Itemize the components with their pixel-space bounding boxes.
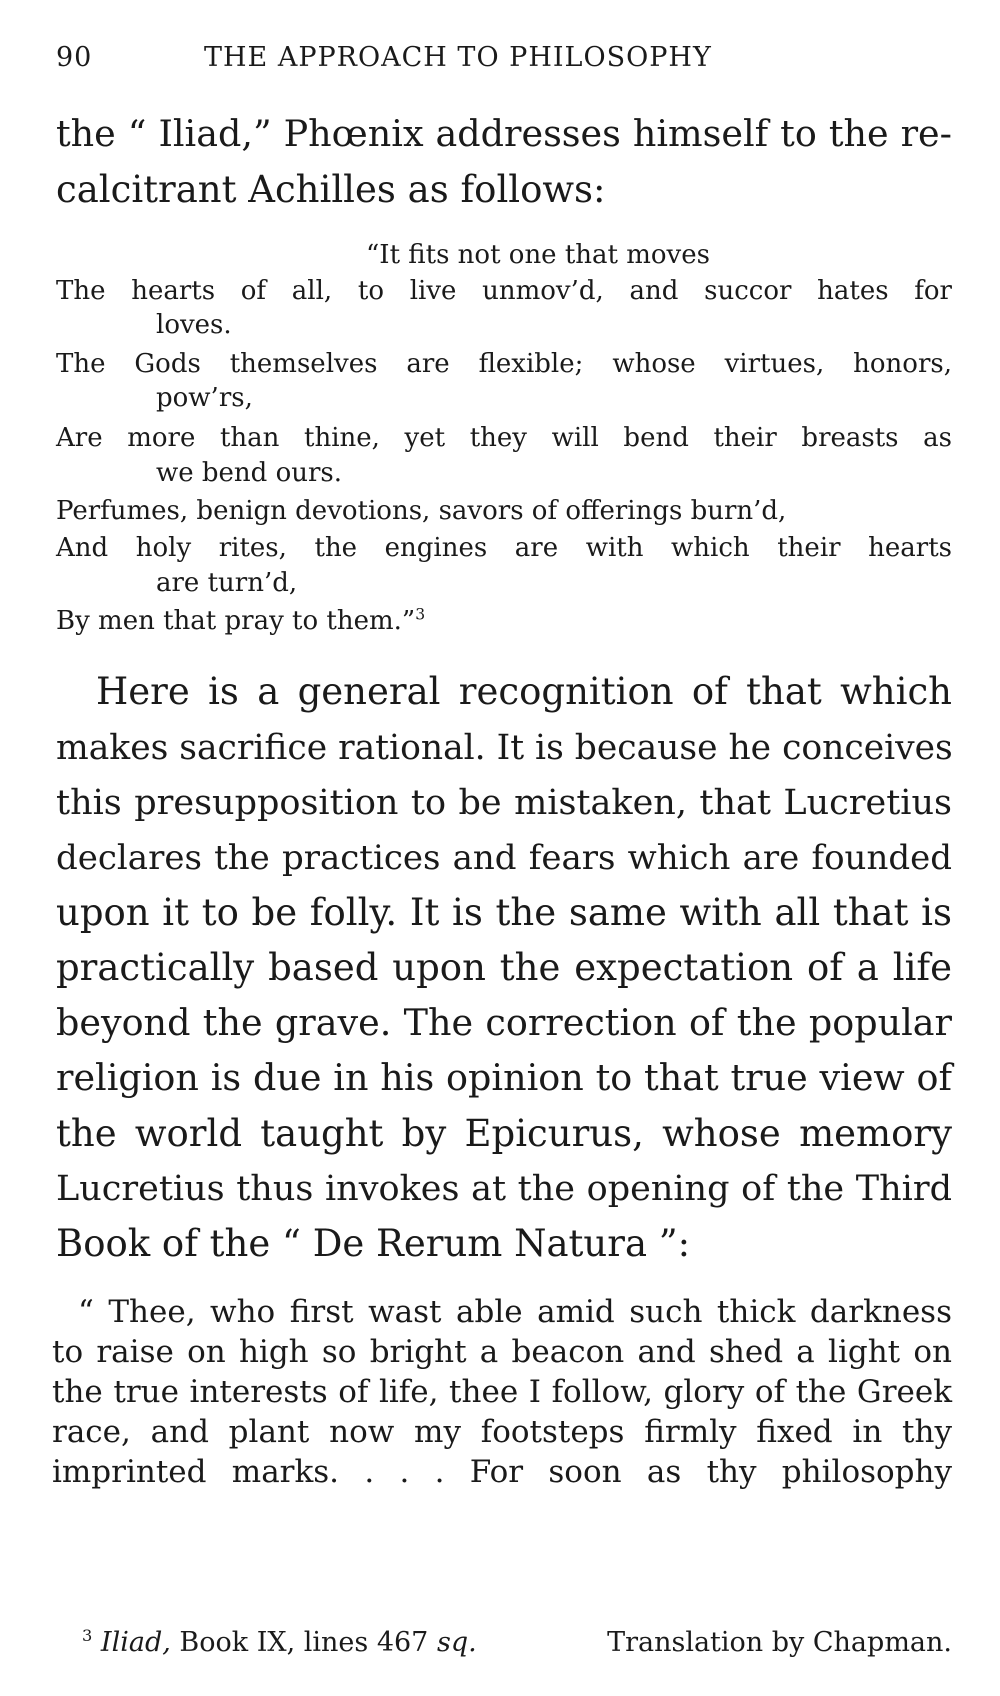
running-title: THE APPROACH TO PHILOSOPHY [204, 42, 712, 73]
verse-line: loves. [156, 310, 232, 340]
verse-line: The Gods themselves are flexible; whose virtues, honors, [56, 349, 952, 379]
paragraph-line: Book of the “ De Rerum Natura ”: [56, 1222, 691, 1265]
paragraph-line: declares the practices and fears which are founded [56, 838, 952, 878]
footnote-translation: Translation by Chapman. [607, 1627, 952, 1658]
quote-line: race, and plant now my footsteps firmly fixed in thy [52, 1414, 952, 1450]
quote-line: the true interests of life, thee I follow, glory of the Greek [52, 1374, 952, 1410]
page-number: 90 [56, 42, 93, 73]
intro-line-2: calcitrant Achilles as follows: [56, 168, 606, 211]
footnote-book: Book IX, lines 467 [179, 1627, 429, 1658]
paragraph-line: upon it to be folly. It is the same with all that is [56, 891, 952, 934]
footnote [82, 1626, 952, 1660]
paragraph-line: Here is a general recognition of that which [96, 670, 952, 713]
quote-line: to raise on high so bright a beacon and shed a light on [52, 1334, 952, 1370]
verse-line: we bend ours. [156, 458, 343, 488]
verse-line-last: By men that pray to them.”$^3$ [56, 605, 426, 636]
paragraph-line: practically based upon the expectation of a life [56, 946, 952, 989]
paragraph-line: makes sacrifice rational. It is because he conceives [56, 728, 953, 768]
intro-line-1: the “ Iliad,” Phœnix addresses himself to the re- [56, 112, 952, 155]
running-head [56, 42, 952, 82]
verse-line: And holy rites, the engines are with which their hearts [56, 533, 952, 563]
footnote-marker: 3 [82, 1626, 93, 1645]
footnote-title: Iliad, [100, 1627, 171, 1658]
verse-line: Are more than thine, yet they will bend their breasts as [56, 423, 952, 453]
verse-opening: “It fits not one that moves [366, 240, 710, 270]
quote-line: imprinted marks. . . . For soon as thy philosophy [52, 1454, 952, 1490]
paragraph-line: religion is due in his opinion to that true view of [56, 1056, 952, 1099]
footnote-citation [82, 1626, 477, 1660]
paragraph-line: Lucretius thus invokes at the opening of the Third [56, 1169, 952, 1209]
paragraph-line: beyond the grave. The correction of the popular [56, 1001, 952, 1044]
verse-line: Perfumes, benign devotions, savors of offerings burn’d, [56, 496, 787, 526]
paragraph-line: this presupposition to be mistaken, that Lucretius [56, 783, 952, 823]
verse-line: pow’rs, [156, 383, 253, 413]
paragraph-line: the world taught by Epicurus, whose memory [56, 1112, 952, 1155]
footnote-ref: 3 [415, 605, 426, 624]
quote-line: “ Thee, who first wast able amid such thick darkness [78, 1294, 952, 1330]
footnote-sq: sq. [436, 1627, 477, 1658]
verse-line: The hearts of all, to live unmov’d, and succor hates for [56, 276, 952, 306]
verse-line: are turn’d, [156, 568, 298, 598]
book-page [52, 34, 953, 1664]
